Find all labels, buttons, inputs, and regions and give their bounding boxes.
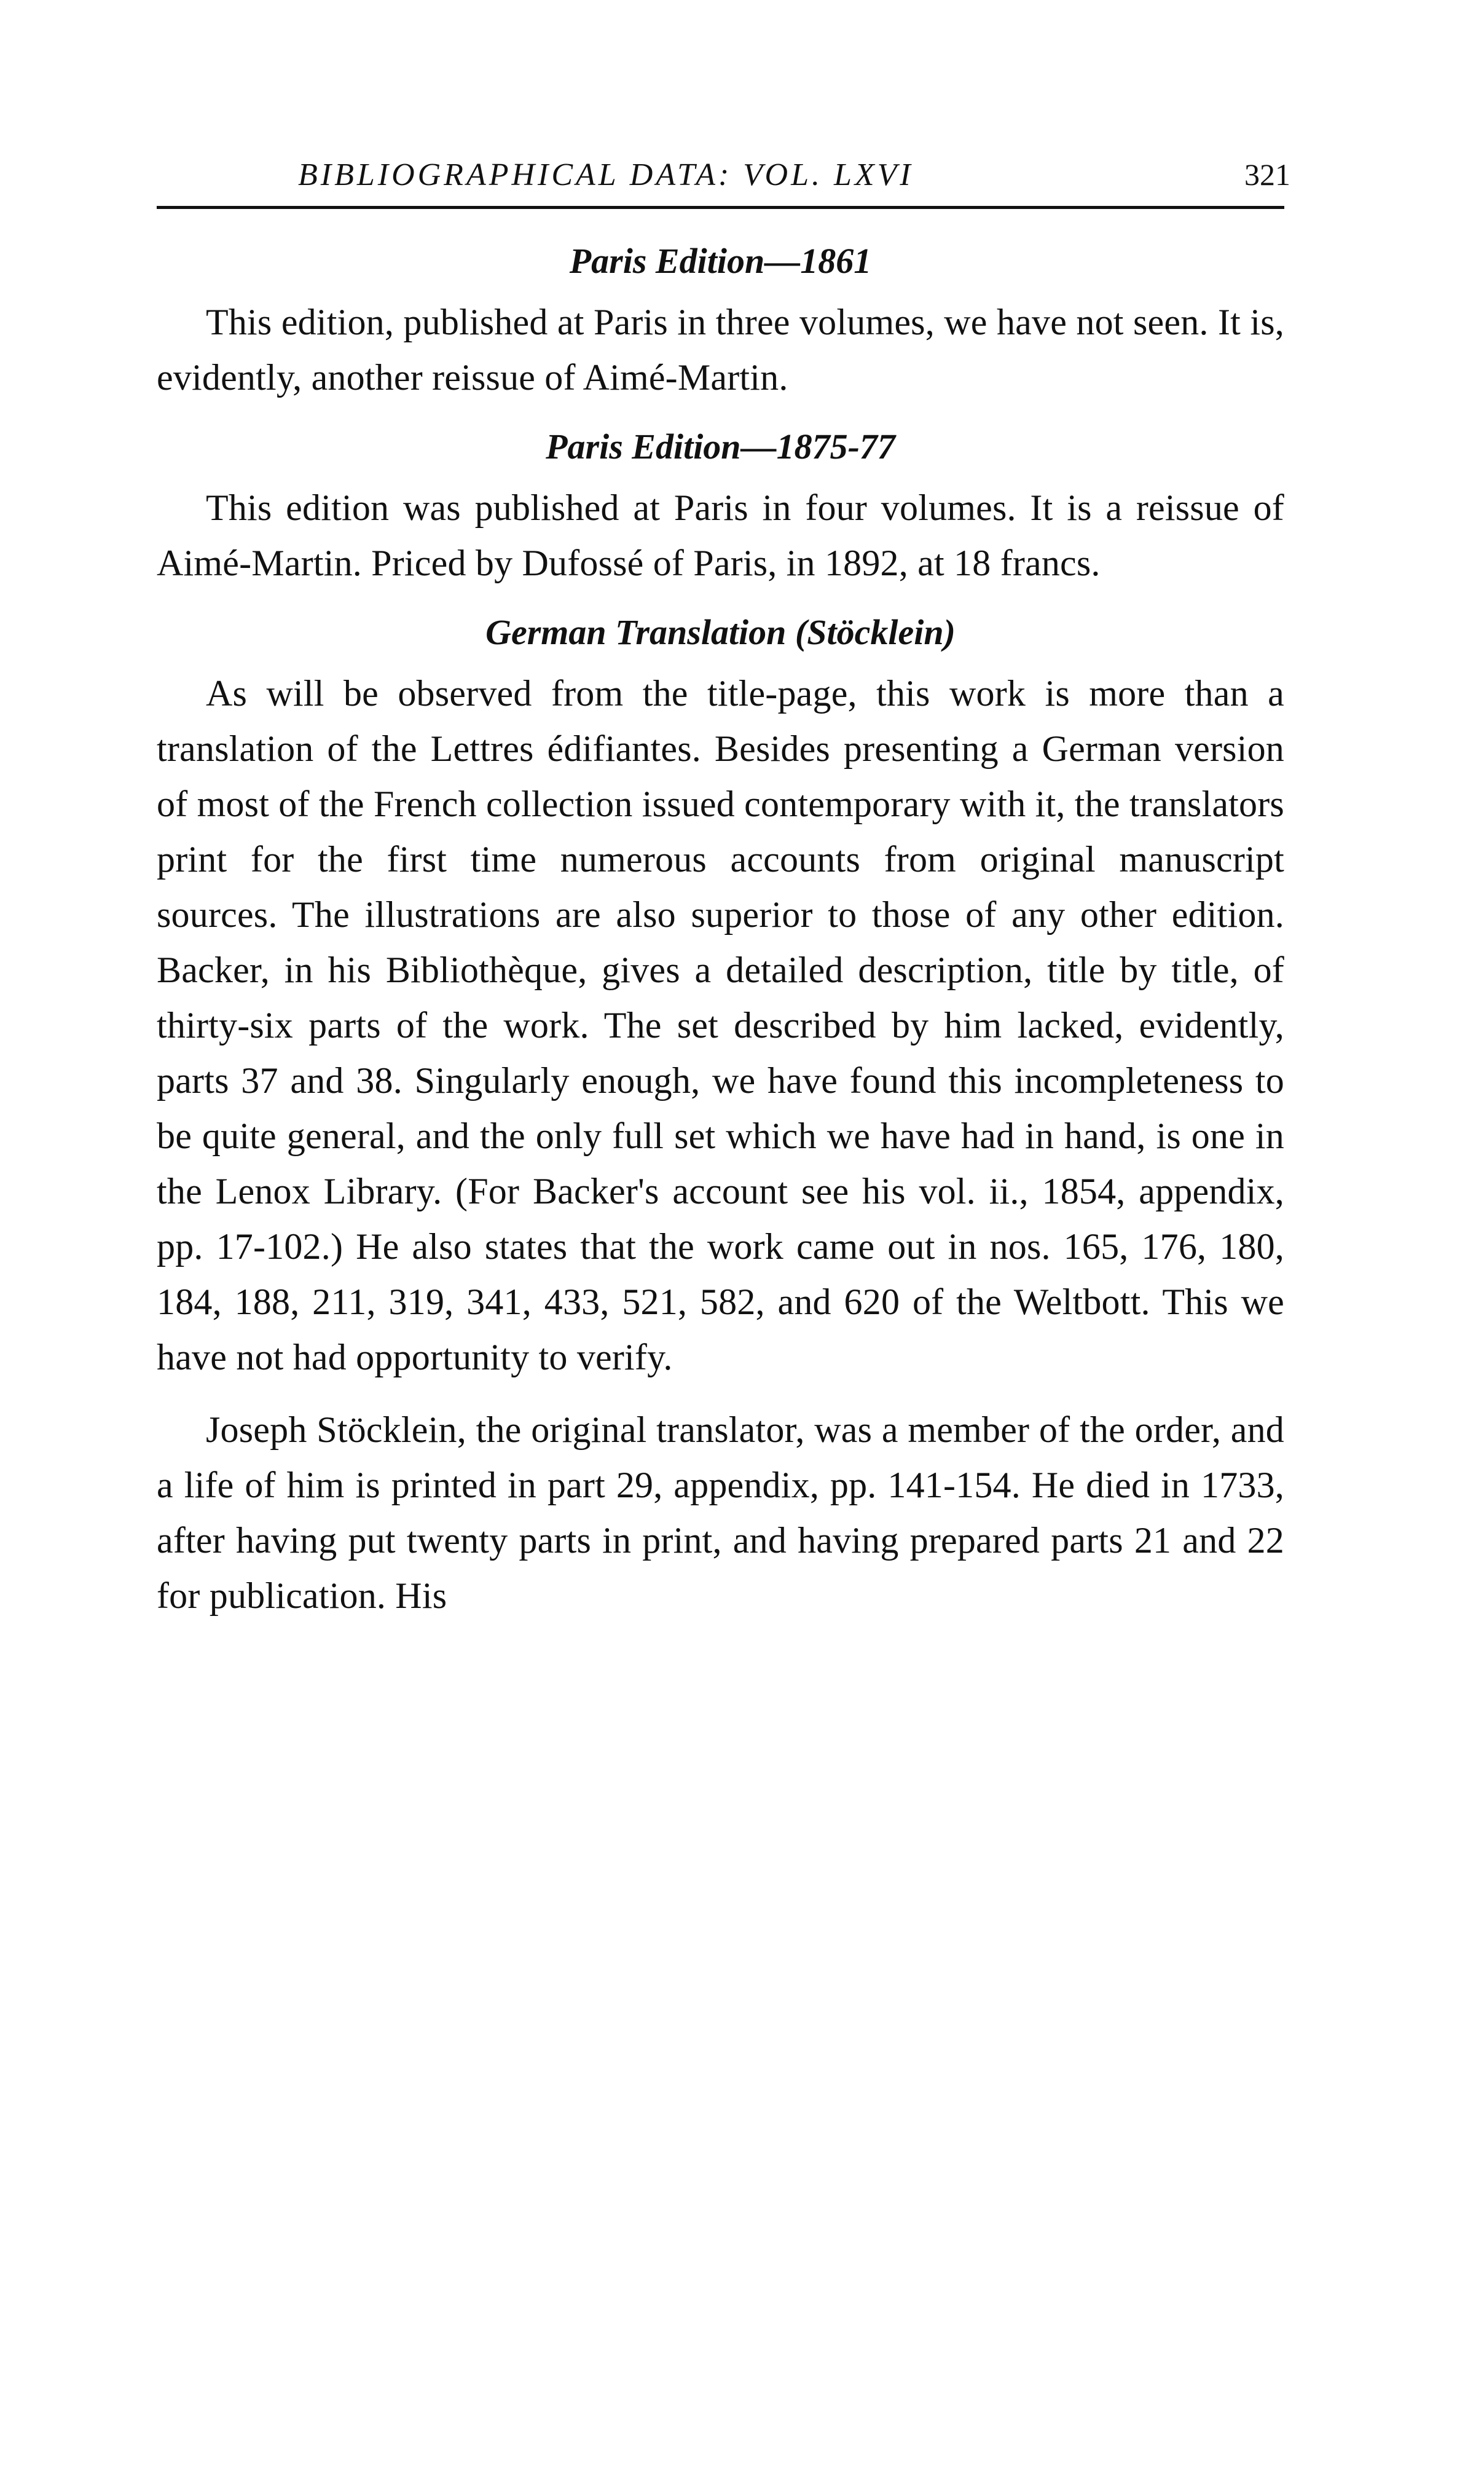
paragraph: This edition was published at Paris in four volumes. It is a reissue of Aimé-Martin. Priced by Dufossé of Paris, in 1892, at 18 francs.: [157, 487, 1284, 583]
page-number: 321: [1244, 157, 1290, 192]
section-heading: Paris Edition—1861: [569, 241, 872, 281]
paragraph: As will be observed from the title-page, this work is more than a translation of the Lettres édifiantes. Besides presenting a German version of most of the French collection issued contemporary with it, the translators print for the first time numerous accounts from original manuscript sources. The illustrations are also superior to those of any other edition. Backer, in his Bibliothèque, gives a detailed description, title by title, of thirty-six parts of the work. The set described by him lacked, evidently, parts 37 and 38. Singularly enough, we have found this incompleteness to be quite general, and the only full set which we have had in hand, is one in the Lenox Library. (For Backer's account see his vol. ii., 1854, appendix, pp. 17-102.) He also states that the work came out in nos. 165, 176, 180, 184, 188, 211, 319, 341, 433, 521, 582, and 620 of the Weltbott. This we have not had opportunity to verify.: [157, 673, 1284, 1377]
page-header: [157, 157, 1290, 209]
paragraph: Joseph Stöcklein, the original translator, was a member of the order, and a life of him is printed in part 29, appendix, pp. 141-154. He died in 1733, after having put twenty parts in print, and having prepared parts 21 and 22 for publication. His: [157, 1409, 1284, 1616]
section-heading: Paris Edition—1875-77: [546, 427, 895, 467]
running-head: BIBLIOGRAPHICAL DATA: VOL. LXVI: [298, 157, 914, 192]
section-paris-1875-77: [157, 422, 1284, 591]
book-page: [157, 157, 1290, 1641]
section-paris-1861: [157, 237, 1284, 405]
section-heading: German Translation (Stöcklein): [485, 612, 956, 652]
paragraph: This edition, published at Paris in three volumes, we have not seen. It is, evidently, another reissue of Aimé-Martin.: [157, 302, 1284, 398]
section-german-translation: [157, 608, 1284, 1623]
